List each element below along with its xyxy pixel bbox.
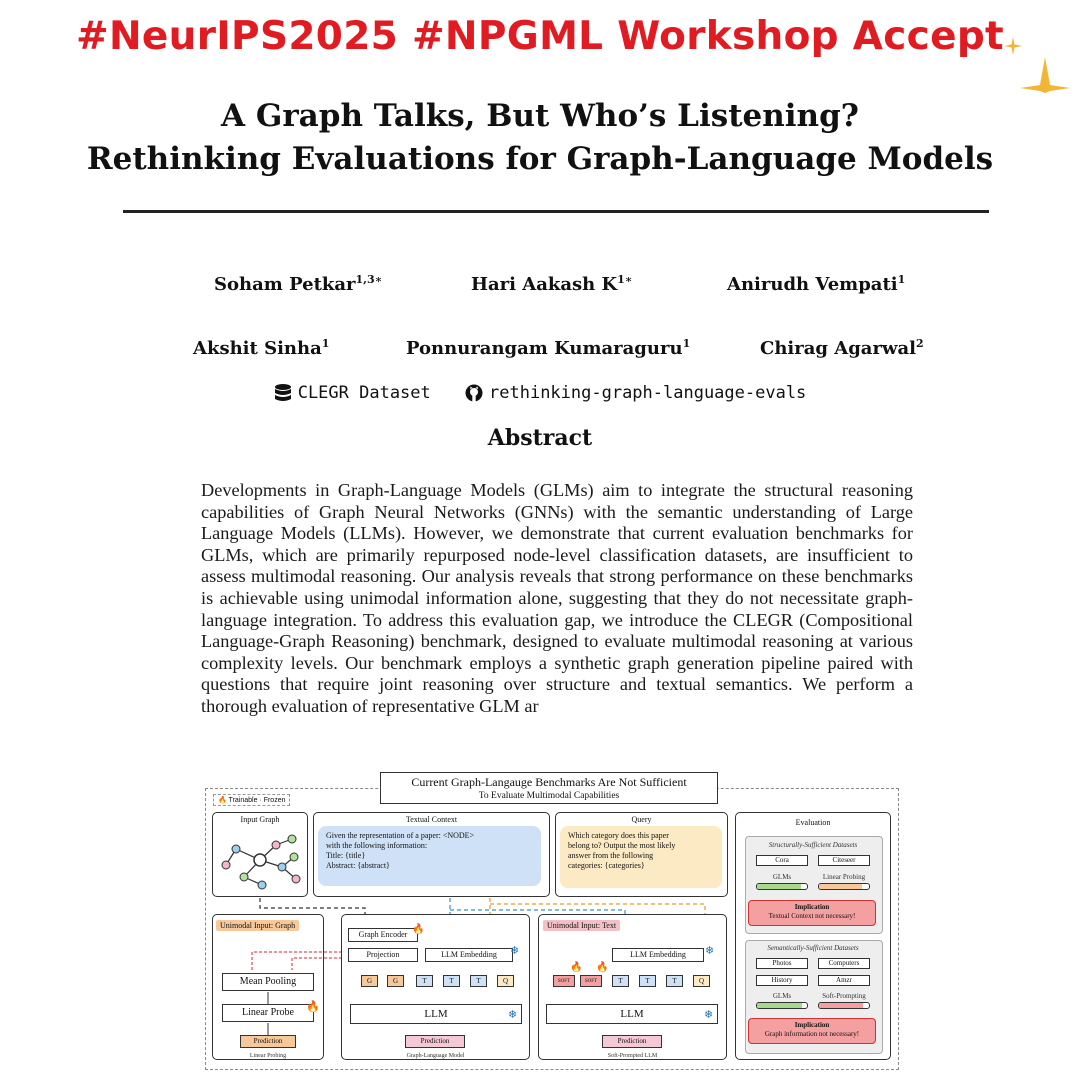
- unimodal-text-tag: Unimodal Input: Text: [543, 920, 620, 931]
- structural-title: Structurally-Sufficient Datasets: [768, 841, 858, 849]
- text-prediction-block: Prediction: [602, 1035, 662, 1048]
- query-line: categories: {categories}: [568, 861, 645, 870]
- linear-probing-bar: [818, 883, 870, 890]
- linear-probe-block: Linear Probe: [222, 1004, 314, 1022]
- glm-token: G: [361, 975, 378, 987]
- text-token: T: [639, 975, 656, 987]
- flame-icon: 🔥: [570, 962, 583, 973]
- snowflake-icon: ❄: [508, 1008, 518, 1021]
- text-token: SOFT: [553, 975, 575, 987]
- input-graph-box: [212, 812, 308, 897]
- figure-legend: [213, 794, 290, 806]
- database-icon: [274, 383, 292, 403]
- dataset-chip: Amzr: [818, 975, 870, 986]
- dataset-chip: Computers: [818, 958, 870, 969]
- repo-link[interactable]: [465, 383, 806, 403]
- dataset-link[interactable]: [274, 383, 431, 403]
- abstract-container: [201, 480, 913, 750]
- sparkle-icon: [1004, 37, 1022, 55]
- sparkle-icon: [1020, 57, 1070, 93]
- author-name: Akshit Sinha: [193, 338, 322, 359]
- legend-text: Trainable · Frozen: [228, 797, 286, 804]
- abstract-heading: Abstract: [487, 425, 593, 451]
- figure-title-text: Current Graph-Langauge Benchmarks Are Not Sufficient: [411, 775, 687, 789]
- snowflake-icon: ❄: [510, 944, 520, 957]
- flame-icon: 🔥: [596, 962, 609, 973]
- semantic-title: Semantically-Sufficient Datasets: [767, 944, 859, 952]
- graph-prediction-block: Prediction: [240, 1035, 296, 1048]
- text-token: T: [666, 975, 683, 987]
- glms-semantic-bar: [756, 1002, 808, 1009]
- textual-context-bubble: [318, 826, 541, 886]
- author-name: Soham Petkar: [214, 274, 356, 295]
- author-affiliation: 1: [321, 337, 330, 350]
- context-line: Abstract: {abstract}: [326, 861, 390, 870]
- glm-prediction-block: Prediction: [405, 1035, 465, 1048]
- author-name: Ponnurangam Kumaraguru: [406, 338, 683, 359]
- author: [214, 273, 382, 295]
- author-affiliation: 1: [897, 273, 906, 286]
- dataset-link-label: CLEGR Dataset: [297, 383, 431, 403]
- implication-text: Textual Context not necessary!: [768, 912, 856, 920]
- textual-context-label: Textual Context: [405, 815, 458, 824]
- soft-prompted-caption: Soft-Prompted LLM: [607, 1053, 658, 1059]
- context-line: with the following information:: [326, 841, 428, 850]
- flame-icon: 🔥: [306, 1000, 320, 1013]
- author: [760, 337, 924, 359]
- text-token: Q: [693, 975, 710, 987]
- author-affiliation: 2: [915, 337, 924, 350]
- text-token: SOFT: [580, 975, 602, 987]
- implication-title: Implication: [794, 1021, 830, 1029]
- glm-token: T: [443, 975, 460, 987]
- flame-icon: 🔥: [412, 924, 425, 935]
- glm-llm-embedding-block: LLM Embedding: [425, 948, 513, 962]
- method-label: Soft-Prompting: [822, 992, 866, 1000]
- snowflake-icon: ❄: [704, 1008, 714, 1021]
- implication-text: Graph information not necessary!: [764, 1030, 860, 1038]
- github-icon: [465, 384, 483, 402]
- glm-token: T: [416, 975, 433, 987]
- author-name: Chirag Agarwal: [760, 338, 916, 359]
- method-label: GLMs: [772, 873, 792, 881]
- author: [406, 337, 690, 359]
- dataset-chip: Photos: [756, 958, 808, 969]
- input-graph-label: Input Graph: [240, 815, 280, 824]
- figure-subtitle: To Evaluate Multimodal Capabilities: [478, 791, 620, 801]
- query-line: Which category does this paper: [568, 831, 669, 840]
- context-line: Title: {title}: [326, 851, 366, 860]
- author: [193, 337, 329, 359]
- linear-probing-caption: Linear Probing: [249, 1053, 287, 1059]
- dataset-chip: History: [756, 975, 808, 986]
- graph-icon: [214, 827, 306, 893]
- glms-structural-bar: [756, 883, 808, 890]
- method-label: Linear Probing: [822, 873, 866, 881]
- paper-title: [0, 95, 1080, 181]
- projection-block: Projection: [348, 948, 418, 962]
- graph-encoder-block: Graph Encoder: [348, 928, 418, 942]
- resource-links: [0, 383, 1080, 403]
- text-llm-block: LLM: [546, 1004, 718, 1024]
- text-llm-embedding-block: LLM Embedding: [612, 948, 704, 962]
- banner-title: #NeurIPS2025 #NPGML Workshop Accept: [75, 14, 1004, 59]
- glm-token: Q: [497, 975, 514, 987]
- glm-llm-block: LLM: [350, 1004, 522, 1024]
- semantic-implication: [748, 1018, 876, 1044]
- graph-panel-arrows: [212, 940, 362, 1040]
- paper-title-line-1: A Graph Talks, But Who’s Listening?: [221, 98, 859, 134]
- mean-pooling-block: Mean Pooling: [222, 973, 314, 991]
- glm-caption: Graph-Language Model: [406, 1053, 465, 1059]
- author-affiliation: 1,3∗: [355, 273, 383, 286]
- evaluation-label: Evaluation: [795, 818, 831, 827]
- query-line: belong to? Output the most likely: [568, 841, 676, 850]
- title-divider: [123, 210, 989, 213]
- abstract-text: Developments in Graph-Language Models (GLMs) aim to integrate the structural reasoning capabilities of Graph Neural Networks (GNNs) with the semantic understanding of Large Language Models (LLMs). However, we demonstrate that current evaluation benchmarks for GLMs, which are primarily repurposed node-level classification datasets, are insufficient to assess multimodal reasoning. Our analysis reveals that strong performance on these benchmarks is achievable using unimodal information alone, suggesting that they do not necessitate graph-language integration. To address this evaluation gap, we introduce the CLEGR (Compositional Language-Graph Reasoning) benchmark, designed to evaluate multimodal reasoning at various complexity levels. Our benchmark employs a synthetic graph generation pipeline paired with questions that require joint reasoning over structure and textual semantics. We perform a thorough evaluation of representative GLM ar: [201, 480, 913, 716]
- figure-title: [380, 772, 718, 804]
- unimodal-graph-tag: Unimodal Input: Graph: [216, 920, 299, 931]
- method-label: GLMs: [772, 992, 792, 1000]
- author-name: Anirudh Vempati: [727, 274, 898, 295]
- author-affiliation: 1: [682, 337, 691, 350]
- context-line: Given the representation of a paper: <NODE>: [326, 831, 475, 840]
- dataset-chip: Citeseer: [818, 855, 870, 866]
- implication-title: Implication: [794, 903, 830, 911]
- query-bubble: [560, 826, 722, 888]
- text-token: T: [612, 975, 629, 987]
- paper-title-line-2: Rethinking Evaluations for Graph-Language Models: [86, 141, 994, 177]
- author-affiliation: 1∗: [617, 273, 633, 286]
- glm-token: G: [387, 975, 404, 987]
- query-label: Query: [631, 815, 652, 824]
- repo-link-label: rethinking-graph-language-evals: [489, 383, 807, 403]
- query-line: answer from the following: [568, 851, 654, 860]
- structural-implication: [748, 900, 876, 926]
- dataset-chip: Cora: [756, 855, 808, 866]
- snowflake-icon: ❄: [705, 944, 715, 957]
- flame-icon: 🔥: [218, 797, 227, 804]
- glm-token: T: [470, 975, 487, 987]
- soft-prompting-bar: [818, 1002, 870, 1009]
- author: [727, 273, 905, 295]
- author-name: Hari Aakash K: [471, 274, 618, 295]
- author: [471, 273, 632, 295]
